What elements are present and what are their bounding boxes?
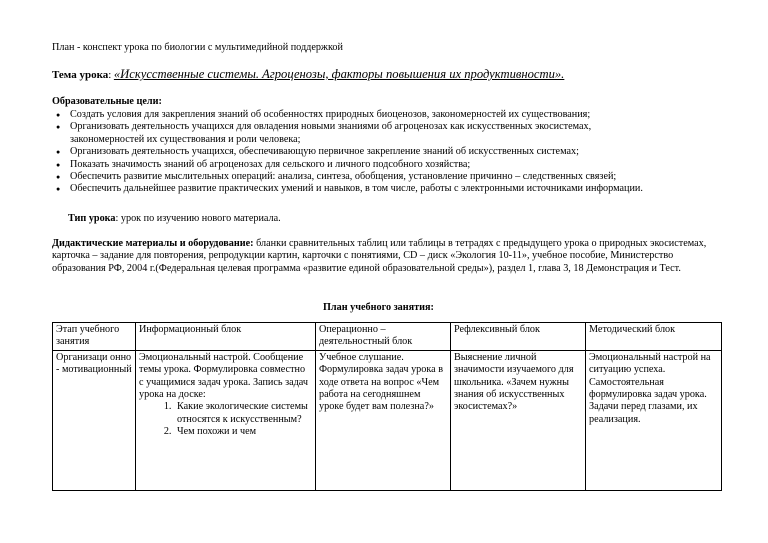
lesson-topic <box>52 68 564 82</box>
header-cell: Этап учебного занятия <box>53 323 136 351</box>
didactic-label: Дидактические материалы и оборудование: <box>52 238 254 249</box>
goal-item: ● Показать значимость знаний об агроценозах для сельского и личного подсобного хозяйства; <box>70 159 648 171</box>
goal-item: ● Организовать деятельность учащихся, обеспечивающую первичное закрепление знаний об искусственных системах; <box>70 146 648 158</box>
goals-heading: Образовательные цели: <box>52 96 162 107</box>
header-cell: Информационный блок <box>136 323 316 351</box>
topic-value: «Искусственные системы. Агроценозы, факторы повышения их продуктивности». <box>113 67 565 81</box>
didactic-value: бланки сравнительных таблиц или таблицы в тетрадях с предыдущего урока о природных экосистемах, карточка – задание для повторения, репродукции картин, карточки с понятиями, CD – диск «Экология 10-11», учебное пособие, Министерство образования РФ, 2004 г.(Федеральная целевая программа «развитие единой образовательной среды»), раздел 1, глава 3, 18 Демонстрация и Тест. <box>52 238 707 274</box>
info-list <box>139 401 312 438</box>
info-list-item: 2. Чем похожи и чем <box>174 426 312 438</box>
goals-list <box>52 109 648 196</box>
plan-heading: План учебного занятия: <box>323 302 434 313</box>
header-cell: Методический блок <box>586 323 722 351</box>
goal-item: ● Организовать деятельность учащихся для овладения новыми знаниями об агроценозах как искусственных экосистемах, закономерностей их существования и роли человека; <box>70 121 648 146</box>
topic-label: Тема урока <box>52 69 109 81</box>
operational-cell: Учебное слушание. Формулировка задач урока в ходе ответа на вопрос «Чем работа на сегодняшнем уроке будет вам полезна?» <box>316 350 451 490</box>
lesson-type <box>68 213 281 225</box>
methodical-cell: Эмоциональный настрой на ситуацию успеха. Самостоятельная формулировка задач урока. Задачи перед глазами, их реализация. <box>586 350 722 490</box>
table-header-row <box>53 323 722 351</box>
didactic-materials <box>52 238 717 275</box>
header-cell: Операционно – деятельностный блок <box>316 323 451 351</box>
lesson-plan-table <box>52 322 722 491</box>
goal-item: ● Обеспечить дальнейшее развитие практических умений и навыков, в том числе, работы с электронными источниками информации. <box>70 183 648 195</box>
goal-item: ● Обеспечить развитие мыслительных операций: анализа, синтеза, обобщения, установление причинно – следственных связей; <box>70 171 648 183</box>
lesson-type-label: Тип урока <box>68 213 116 224</box>
goal-item: ● Создать условия для закрепления знаний об особенностях природных биоценозов, закономерностей их существования; <box>70 109 648 121</box>
table-row <box>53 350 722 490</box>
lesson-type-value: : урок по изучению нового материала. <box>115 213 281 224</box>
reflexive-cell: Выяснение личной значимости изучаемого для школьника. «Зачем нужны знания об искусственных экосистемах?» <box>451 350 586 490</box>
info-text: Эмоциональный настрой. Сообщение темы урока. Формулировка совместно с учащимися задач урока. Запись задач урока на доске: <box>139 351 309 401</box>
document-title: План - конспект урока по биологии с мультимедийной поддержкой <box>52 42 343 53</box>
stage-cell: Организаци онно - мотивационный <box>53 350 136 490</box>
info-list-item: 1. Какие экологические системы относятся к искусственным? <box>174 401 312 426</box>
header-cell: Рефлексивный блок <box>451 323 586 351</box>
topic-colon: : <box>108 69 112 81</box>
info-cell <box>136 350 316 490</box>
